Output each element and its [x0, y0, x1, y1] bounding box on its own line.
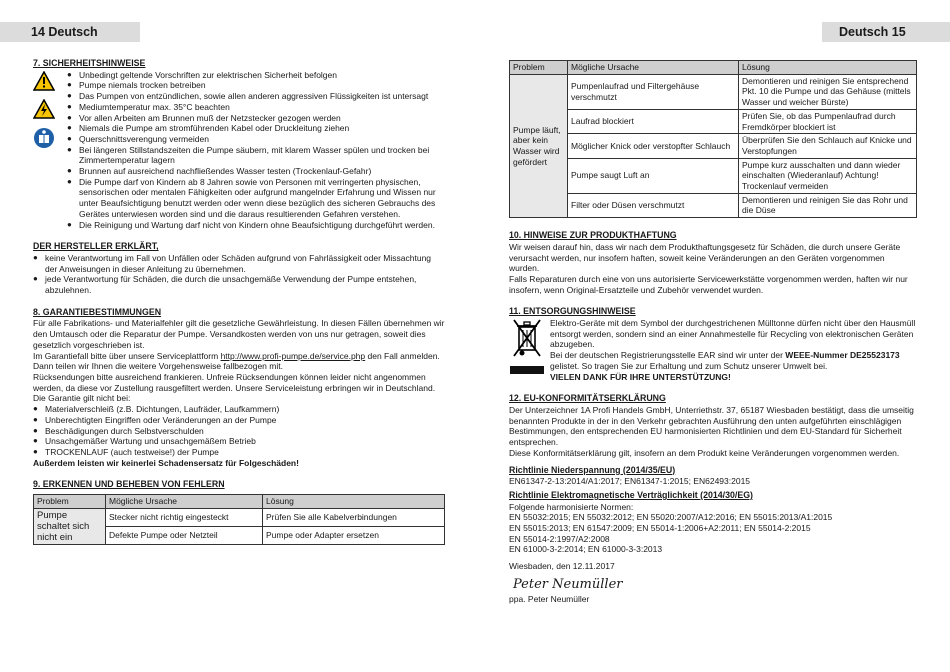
manufacturer-list — [33, 253, 445, 296]
list-item: ● Beschädigungen durch Selbstverschulden — [33, 426, 445, 437]
emc-line: EN 55015:2013; EN 61547:2009; EN 55014-1:2006+A2:2011; EN 55014-2:2015 — [509, 523, 811, 534]
table-cell: Prüfen Sie alle Kabelverbindungen — [263, 508, 445, 526]
list-item: ● Die Reinigung und Wartung darf nicht von Kindern ohne Beaufsichtigung durchgeführt werden. — [67, 220, 445, 231]
table-row — [510, 158, 917, 193]
page-header-right: Deutsch 15 — [822, 22, 950, 42]
troubleshoot-table — [33, 494, 445, 545]
table-row — [34, 508, 445, 526]
table-header: Problem — [510, 61, 568, 75]
warranty-title: 8. GARANTIEBESTIMMUNGEN — [33, 306, 162, 317]
weee-symbol — [509, 318, 544, 382]
signature-date: Wiesbaden, den 12.11.2017 — [509, 561, 615, 572]
table-header: Lösung — [263, 495, 445, 509]
table-cell: Filter oder Düsen verschmutzt — [568, 193, 739, 217]
list-item: ● Materialverschleiß (z.B. Dichtungen, Laufräder, Laufkammern) — [33, 404, 445, 415]
table-cell: Defekte Pumpe oder Netzteil — [106, 526, 263, 544]
emc-line: EN 61000-3-2:2014; EN 61000-3-3:2013 — [509, 544, 663, 555]
table-header: Mögliche Ursache — [106, 495, 263, 509]
liability-title: 10. HINWEISE ZUR PRODUKTHAFTUNG — [509, 230, 677, 241]
low-voltage-title: Richtlinie Niederspannung (2014/35/EU) — [509, 464, 676, 475]
emc-intro: Folgende harmonisierte Normen: — [509, 501, 634, 512]
table-header: Problem — [34, 495, 106, 509]
troubleshoot-table-continued — [509, 60, 917, 218]
table-cell: Möglicher Knick oder verstopfter Schlauch — [568, 134, 739, 158]
weee-number: WEEE-Nummer DE25523173 — [785, 350, 900, 361]
list-item: ● Mediumtemperatur max. 35°C beachten — [67, 102, 445, 113]
liability-paragraph: Wir weisen darauf hin, dass wir nach dem Produkthaftungsgesetz für Schäden, die durch unsere Geräte verursacht werden, nur insofern haften, soweit keine Veränderungen an den Geräten vorgenommen wurden. — [509, 241, 901, 274]
weee-bar — [510, 366, 544, 374]
table-cell: Pumpe saugt Luft an — [568, 158, 739, 193]
list-item: ● Niemals die Pumpe am stromführenden Kabel oder Druckleitung ziehen — [67, 123, 445, 134]
table-cell: Pumpe kurz ausschalten und dann wieder einschalten (Wiederanlauf) Achtung! Trockenlauf vermeiden — [739, 158, 917, 193]
disposal-text — [550, 318, 917, 382]
safety-title: 7. SICHERHEITSHINWEISE — [33, 58, 146, 68]
table-row — [510, 134, 917, 158]
conformity-title: 12. EU-KONFORMITÄTSERKLÄRUNG — [509, 393, 666, 404]
disposal-title: 11. ENTSORGUNGSHINWEISE — [509, 306, 636, 317]
list-item: ● Das Pumpen von entzündlichen, sowie allen anderen aggressiven Flüssigkeiten ist untersagt — [67, 91, 445, 102]
list-item: ● Querschnittsverengung vermeiden — [67, 134, 445, 145]
left-column — [33, 58, 445, 545]
disposal-paragraph: Elektro-Geräte mit dem Symbol der durchgestrichenen Mülltonne dürfen nicht über den Hausmüll entsorgt werden, sondern sind an einer Annahmestelle für Recycling von elektronischen Geräten abzugeben. — [550, 318, 916, 350]
table-cell: Demontieren und reinigen Sie das Rohr und die Düse — [739, 193, 917, 217]
warranty-exclusions-list — [33, 404, 445, 458]
table-header: Mögliche Ursache — [568, 61, 739, 75]
table-row — [510, 74, 917, 109]
list-item: ● Pumpe niemals trocken betreiben — [67, 80, 445, 91]
table-cell: Pumpe oder Adapter ersetzen — [263, 526, 445, 544]
warning-triangle-icon — [33, 71, 55, 91]
table-cell: Pumpe schaltet sich nicht ein — [34, 508, 106, 544]
disposal-thanks: VIELEN DANK FÜR IHRE UNTERSTÜTZUNG! — [550, 371, 731, 382]
table-row — [510, 193, 917, 217]
table-cell: Prüfen Sie, ob das Pumpenlaufrad durch Fremdkörper blockiert ist — [739, 109, 917, 133]
read-manual-icon — [33, 127, 55, 149]
conformity-paragraph: Der Unterzeichner 1A Profi Handels GmbH, Unterriethstr. 37, 65187 Wiesbaden bestätigt, dass die umseitig benannten Produkte in der in den Verkehr gebrachten Ausführung den unten aufgeführten einschlägigen Bestimmungen, den entsprechenden EU harmonisierten Richtlinien und dem EU-Standard für Sicherheit entsprechen. — [509, 404, 914, 448]
disposal-registration: Bei der deutschen Registrierungsstelle EAR sind wir unter der WEEE-Nummer DE25523173 gelistet. So tragen Sie zur Erhaltung und zum Schutz unserer Umwelt bei. — [550, 350, 900, 371]
warranty-service-paragraph: Im Garantiefall bitte über unsere Serviceplattform http://www.profi-pumpe.de/service.php den Fall anmelden. Dann teilen wir Ihnen die weitere Vorgehensweise fallbezogen mit. — [33, 350, 440, 372]
page-header-left: 14 Deutsch — [0, 22, 140, 42]
troubleshoot-title: 9. ERKENNEN UND BEHEBEN VON FEHLERN — [33, 479, 225, 490]
warranty-closing: Außerdem leisten wir keinerlei Schadensersatz für Folgeschäden! — [33, 457, 299, 468]
emc-title: Richtlinie Elektromagnetische Verträglichkeit (2014/30/EG) — [509, 489, 753, 500]
list-item: ● Unsachgemäßer Wartung und unsachgemäßem Betrieb — [33, 436, 445, 447]
table-header-row — [510, 61, 917, 75]
safety-section — [33, 70, 445, 231]
safety-list — [67, 70, 445, 231]
table-cell: Laufrad blockiert — [568, 109, 739, 133]
list-item: ● Vor allen Arbeiten am Brunnen muß der Netzstecker gezogen werden — [67, 113, 445, 124]
list-item: ● Bei längeren Stillstandszeiten die Pumpe säubern, mit klarem Wasser spülen und trocken bei Zimmertemperatur lagern — [67, 145, 445, 166]
emc-line: EN 55014-2:1997/A2:2008 — [509, 533, 610, 544]
disposal-section — [509, 318, 917, 382]
warranty-paragraph: Für alle Fabrikations- und Materialfehler gilt die gesetzliche Gewährleistung. In diesen Fällen übernehmen wir den Umtausch oder die Reparatur der Pumpe. Versandkosten werden von uns nur getragen, soweit dies gesetzlich vorgeschrieben ist. — [33, 318, 445, 350]
right-column — [509, 60, 917, 604]
table-header-row — [34, 495, 445, 509]
table-cell: Pumpe läuft, aber kein Wasser wird gefördert — [510, 74, 568, 217]
table-cell: Pumpenlaufrad und Filtergehäuse verschmutzt — [568, 74, 739, 109]
list-item: ● Unbedingt geltende Vorschriften zur elektrischen Sicherheit befolgen — [67, 70, 445, 81]
handwritten-signature: Peter Neumüller — [513, 576, 623, 592]
table-cell: Stecker nicht richtig eingesteckt — [106, 508, 263, 526]
table-cell: Überprüfen Sie den Schlauch auf Knicke und Verstopfungen — [739, 134, 917, 158]
service-link[interactable]: http://www.profi-pumpe.de/service.php — [220, 350, 366, 361]
low-voltage-standards: EN61347-2-13:2014/A1:2017; EN61347-1:2015; EN62493:2015 — [509, 476, 751, 487]
table-header: Lösung — [739, 61, 917, 75]
list-item: ● keine Verantwortung im Fall von Unfällen oder Schäden aufgrund von Fahrlässigkeit oder Missachtung der Anweisungen in dieser Anleitung zu übernehmen. — [33, 253, 445, 274]
crossed-out-bin-icon — [512, 318, 542, 358]
emc-line: EN 55032:2015; EN 55032:2012; EN 55020:2007/A12:2016; EN 55015:2013/A1:2015 — [509, 512, 833, 523]
list-item: ● Brunnen auf ausreichend nachfließendes Wasser testen (Trockenlauf-Gefahr) — [67, 166, 445, 177]
electric-hazard-icon — [33, 99, 55, 119]
signer-name: ppa. Peter Neumüller — [509, 593, 590, 604]
manufacturer-title: DER HERSTELLER ERKLÄRT, — [33, 241, 159, 252]
list-item: ● jede Verantwortung für Schäden, die durch die unsachgemäße Verwendung der Pumpe entstehen, abzulehnen. — [33, 274, 445, 295]
list-item: ● TROCKENLAUF (auch testweise!) der Pumpe — [33, 447, 445, 458]
warranty-return-paragraph: Rücksendungen bitte ausreichend frankieren. Unfreie Rücksendungen können leider nicht angenommen werden, da diese vor Zustellung rausgefiltert werden. Unsere Serviceleistung erbringen wir in Deutschland. — [33, 371, 436, 393]
table-cell: Demontieren und reinigen Sie entsprechend Pkt. 10 die Pumpe und das Gehäuse (mittels Wasser und weicher Bürste) — [739, 74, 917, 109]
warranty-exclusions-intro: Die Garantie gilt nicht bei: — [33, 393, 131, 404]
conformity-validity: Diese Konformitätserklärung gilt, insofern an dem Produkt keine Veränderungen vorgenommen werden. — [509, 447, 900, 458]
list-item: ● Unberechtigten Eingriffen oder Veränderungen an der Pumpe — [33, 415, 445, 426]
list-item: ● Die Pumpe darf von Kindern ab 8 Jahren sowie von Personen mit verringerten physischen, sensorischen oder mentalen Fähigkeiten oder aufgrund mangelnder Erfahrung und Wissen nur unter Beaufsichtigung benutzt werden oder wenn diese bezüglich des sicheren Gebrauchs des Gerätes unterwiesen worden sind und die daraus resultierenden Gefahren verstehen. — [67, 177, 445, 220]
safety-icons — [33, 70, 67, 231]
liability-repair-paragraph: Falls Reparaturen durch eine von uns autorisierte Servicewerkstätte vorgenommen werden, haften wir nur insofern, wenn Original-Ersatzteile und Zubehör verwendet wurden. — [509, 273, 908, 295]
table-row — [510, 109, 917, 133]
